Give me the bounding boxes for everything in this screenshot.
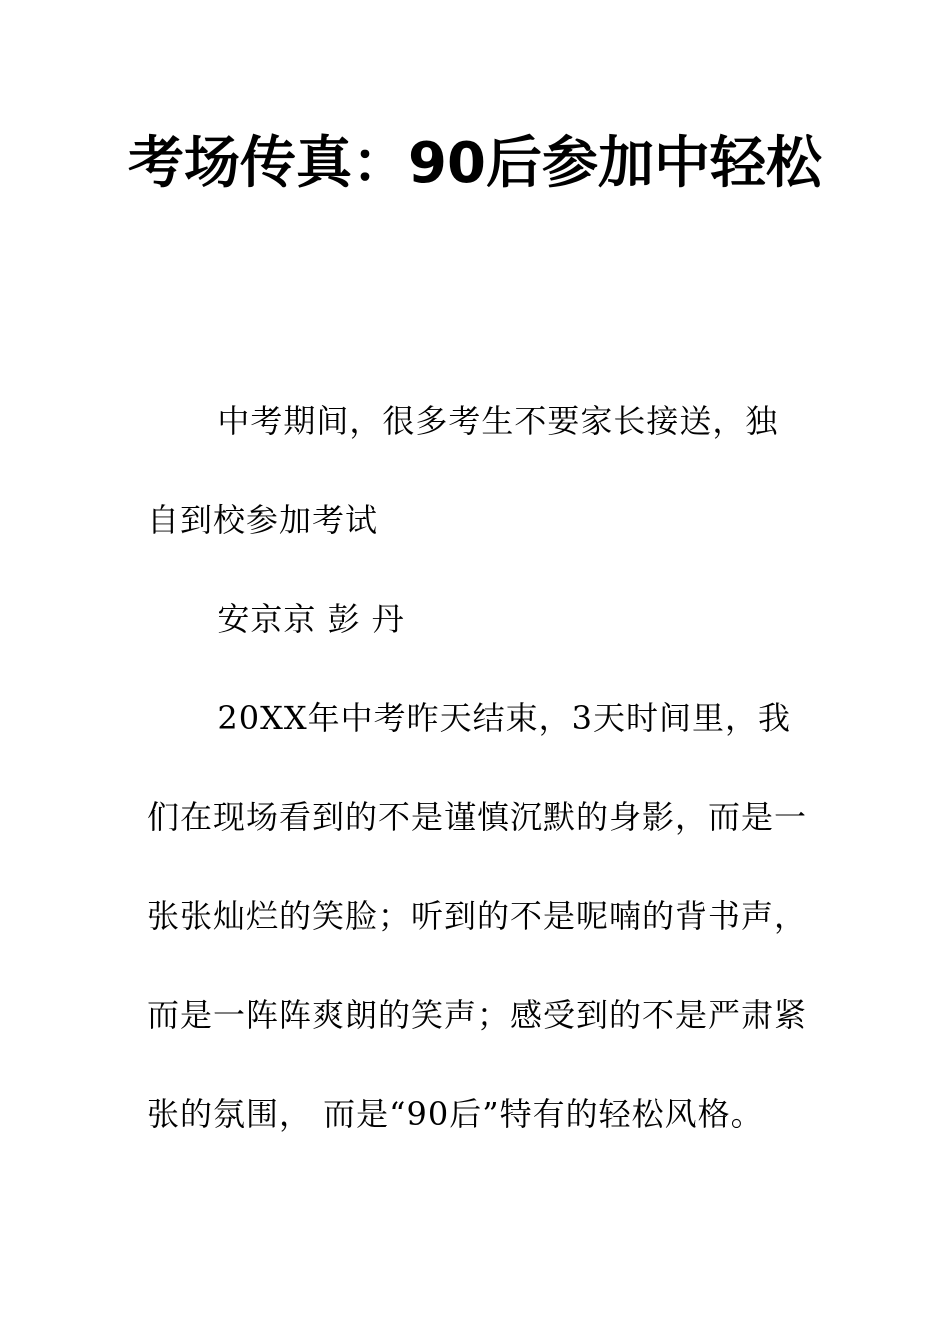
paragraph-lead: 中考期间，很多考生不要家长接送，独自到校参加考试 (147, 402, 779, 539)
document-body (147, 372, 807, 1164)
paragraph-byline: 安京京 彭 丹 (217, 600, 405, 638)
paragraph-main: 20XX年中考昨天结束，3天时间里，我们在现场看到的不是谨慎沉默的身影，而是一张张灿烂的笑脸；听到的不是呢喃的背书声，而是一阵阵爽朗的笑声；感受到的不是严肃紧张的氛围， 而是“90后”特有的轻松风格。 (147, 699, 808, 1133)
document-title: 考场传真：90后参加中轻松 (128, 131, 822, 196)
